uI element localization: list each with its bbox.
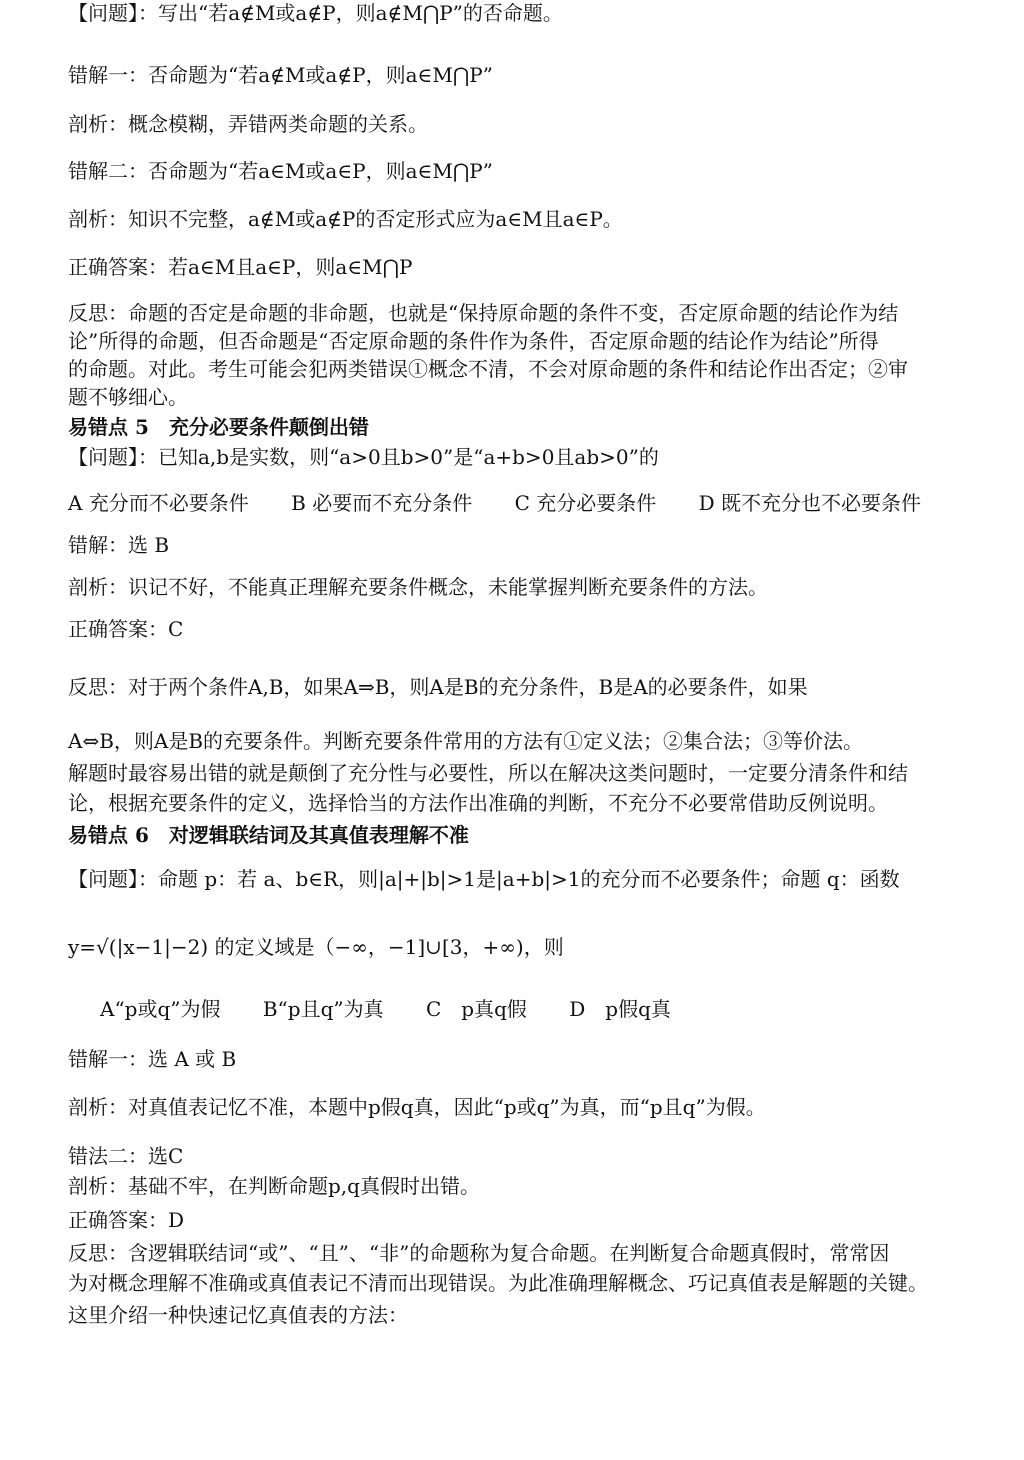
- reflection-6-line-2: 为对概念理解不准确或真值表记不清而出现错误。为此准确理解概念、巧记真值表是解题的关键。: [68, 1271, 928, 1295]
- problem-6-options: [100, 996, 1000, 1022]
- section-6-heading: 易错点 6 对逻辑联结词及其真值表理解不准: [68, 823, 469, 847]
- option-6-d: D p假q真: [569, 997, 671, 1021]
- analysis-6a: 剖析：对真值表记忆不准，本题中p假q真，因此“p或q”为真，而“p且q”为假。: [68, 1095, 766, 1119]
- reflection-4-line-1: 反思：命题的否定是命题的非命题，也就是“保持原命题的条件不变，否定原命题的结论作为结: [68, 301, 899, 325]
- option-6-a: A“p或q”为假: [100, 997, 221, 1021]
- reflection-6-line-3: 这里介绍一种快速记忆真值表的方法：: [68, 1303, 408, 1327]
- reflection-4-line-2: 论”所得的命题，但否命题是“否定原命题的条件作为条件，否定原命题的结论作为结论”所得: [68, 329, 879, 353]
- correct-answer-6: 正确答案：D: [68, 1208, 185, 1232]
- option-5-a: A 充分而不必要条件: [68, 491, 249, 515]
- option-5-c: C 充分必要条件: [514, 491, 657, 515]
- problem-5-options: [68, 490, 968, 516]
- option-5-b: B 必要而不充分条件: [291, 491, 473, 515]
- correct-answer-5: 正确答案：C: [68, 617, 184, 641]
- option-6-b: B“p且q”为真: [262, 997, 384, 1021]
- problem-6-question-line-1: 【问题】：命题 p：若 a、b∈R，则|a|+|b|>1是|a+b|>1的充分而不必要条件；命题 q：函数: [68, 867, 900, 891]
- wrong-answer-1: 错解一：否命题为“若a∉M或a∉P，则a∈M⋂P”: [68, 63, 493, 87]
- reflection-5-line-2: A⇔B，则A是B的充要条件。判断充要条件常用的方法有①定义法；②集合法；③等价法。: [68, 729, 864, 753]
- option-6-c: C p真q假: [425, 997, 527, 1021]
- analysis-1: 剖析：概念模糊，弄错两类命题的关系。: [68, 112, 428, 136]
- problem-5-question: 【问题】：已知a,b是实数，则“a>0且b>0”是“a+b>0且ab>0”的: [68, 445, 659, 469]
- analysis-6b: 剖析：基础不牢，在判断命题p,q真假时出错。: [68, 1174, 480, 1198]
- reflection-4-line-3: 的命题。对此。考生可能会犯两类错误①概念不清，不会对原命题的条件和结论作出否定；②审: [68, 357, 908, 381]
- wrong-answer-6a: 错解一：选 A 或 B: [68, 1047, 237, 1071]
- wrong-answer-5: 错解：选 B: [68, 533, 170, 557]
- reflection-5-line-3: 解题时最容易出错的就是颠倒了充分性与必要性，所以在解决这类问题时，一定要分清条件和结: [68, 761, 908, 785]
- option-5-d: D 既不充分也不必要条件: [698, 491, 922, 515]
- wrong-answer-6b: 错法二：选C: [68, 1144, 184, 1168]
- section-5-heading: 易错点 5 充分必要条件颠倒出错: [68, 415, 369, 439]
- wrong-answer-2: 错解二：否命题为“若a∈M或a∈P，则a∈M⋂P”: [68, 159, 493, 183]
- analysis-5: 剖析：识记不好，不能真正理解充要条件概念，未能掌握判断充要条件的方法。: [68, 575, 768, 599]
- reflection-6-line-1: 反思：含逻辑联结词“或”、“且”、“非”的命题称为复合命题。在判断复合命题真假时，常常因: [68, 1241, 890, 1265]
- reflection-5-line-4: 论，根据充要条件的定义，选择恰当的方法作出准确的判断，不充分不必要常借助反例说明。: [68, 791, 888, 815]
- analysis-2: 剖析：知识不完整，a∉M或a∉P的否定形式应为a∈M且a∈P。: [68, 207, 623, 231]
- reflection-5-line-1: 反思：对于两个条件A,B，如果A⇒B，则A是B的充分条件，B是A的必要条件，如果: [68, 675, 808, 699]
- correct-answer-4: 正确答案：若a∈M且a∈P，则a∈M⋂P: [68, 255, 413, 279]
- problem-4-question: 【问题】：写出“若a∉M或a∉P，则a∉M⋂P”的否命题。: [68, 1, 563, 25]
- reflection-4-line-4: 题不够细心。: [68, 385, 188, 409]
- problem-6-question-line-2: y=√(|x−1|−2) 的定义域是（−∞，−1]∪[3，+∞)，则: [68, 935, 564, 959]
